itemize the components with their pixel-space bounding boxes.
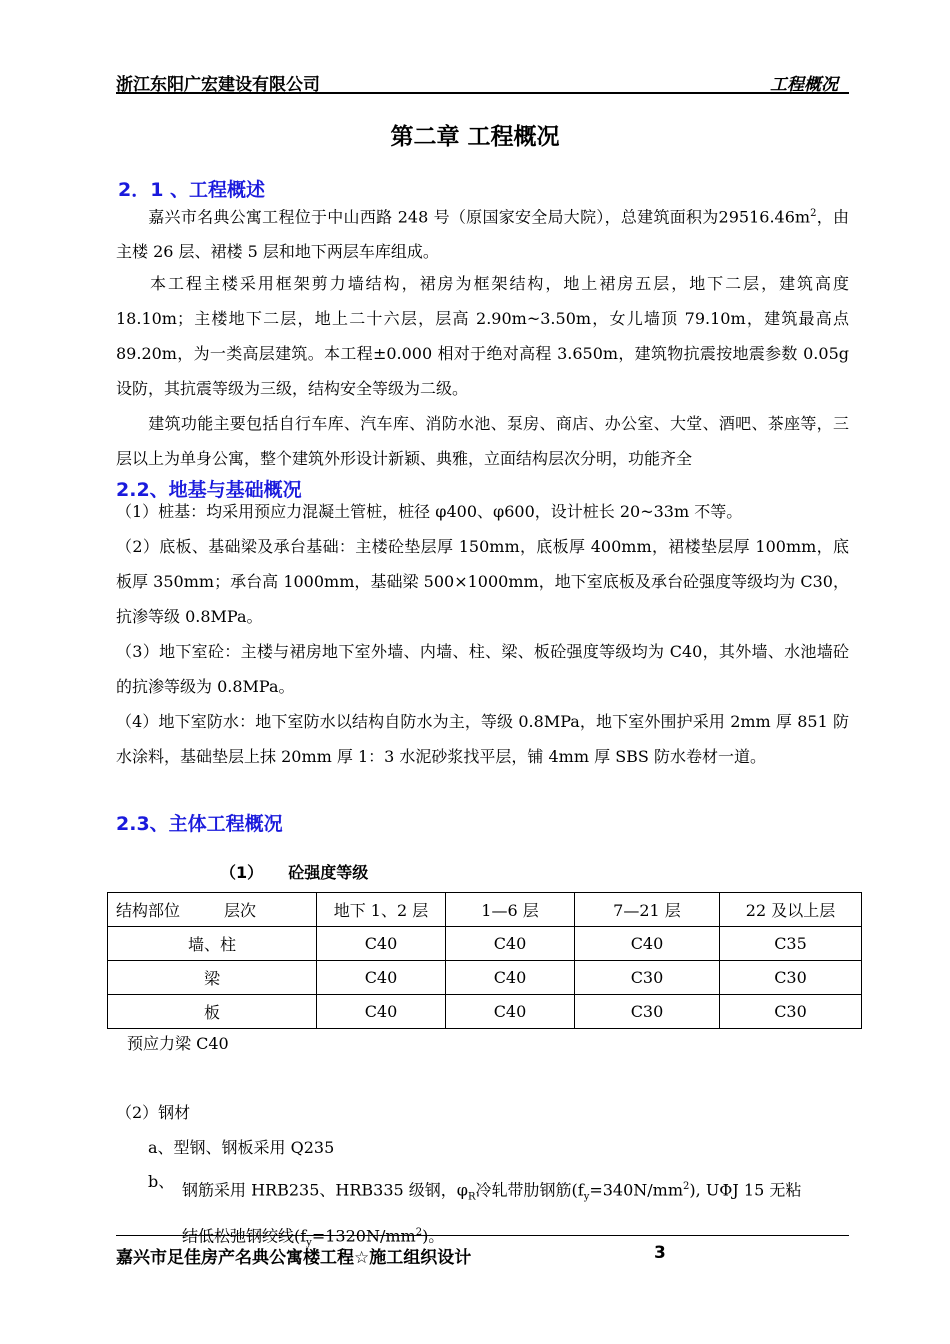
section-2-1-heading: 2．1 、工程概述 [118,179,266,201]
table-row [108,927,862,961]
foundation-item-4: （4）地下室防水：地下室防水以结构自防水为主，等级 0.8MPa，地下室外围护采用 2mm 厚 851 防水涂料，基础垫层上抹 20mm 厚 1：3 水泥砂浆找平层，铺 4mm 厚 SBS 防水卷材一道。 [116,712,849,766]
para-1-text-b: 29516.46m [718,207,811,227]
steel-subheading: （2）钢材 [116,1103,191,1122]
table-cell: C40 [317,961,446,995]
concrete-grade-subheading [220,860,368,883]
header-section: 工程概况 [770,75,838,95]
table-col-header: 地下 1、2 层 [317,893,446,927]
table-cell: C40 [446,927,575,961]
header-rule [116,92,849,94]
footer-page-number: 3 [654,1243,666,1263]
concrete-grade-title: 砼强度等级 [288,863,369,882]
steel-b-text-1: 钢筋采用 HRB235、HRB335 级钢，φ [182,1180,468,1200]
steel-b-sub-r: R [467,1191,476,1203]
table-row-label: 墙、柱 [108,927,317,961]
footer-title: 嘉兴市足佳房产名典公寓楼工程☆施工组织设计 [116,1248,472,1268]
section-2-1-para-1 [116,196,849,269]
section-2-1-para-3 [116,406,849,476]
section-2-2-heading: 2.2、地基与基础概况 [116,479,302,501]
foundation-item-1: （1）桩基：均采用预应力混凝土管桩，桩径 φ400、φ600，设计桩长 20~33m 不等。 [116,502,743,521]
section-2-3-heading: 2.3、主体工程概况 [116,813,283,835]
table-cell: C40 [446,995,575,1029]
steel-b-text-2: 冷轧带肋钢筋(f [475,1180,584,1200]
steel-b-text-7: )。 [422,1225,445,1245]
concrete-grade-number: （1） [220,863,264,882]
table-col-header: 7—21 层 [575,893,720,927]
para-3-text: 建筑功能主要包括自行车库、汽车库、消防水池、泵房、商店、办公室、大堂、酒吧、茶座等，三层以上为单身公寓，整个建筑外形设计新颖、典雅，立面结构层次分明，功能齐全 [116,414,849,468]
table-cell: C30 [575,995,720,1029]
steel-item-a: a、型钢、钢板采用 Q235 [148,1138,335,1157]
steel-item-b-prefix: b、 [148,1172,175,1191]
table-cell: C30 [720,995,862,1029]
para-1-text-a: 嘉兴市名典公寓工程位于中山西路 248 号（原国家安全局大院），总建筑面积为 [148,207,719,227]
table-row [108,995,862,1029]
steel-b-text-5: 结低松弛钢绞线(f [182,1225,307,1245]
table-row-label: 梁 [108,961,317,995]
concrete-grade-table [107,892,862,1029]
table-cell: C40 [575,927,720,961]
corner-label-part: 结构部位 [116,901,181,920]
steel-b-text-6: =1320N/mm [311,1225,416,1245]
footer-rule [116,1235,849,1236]
steel-b-text-4: ), UΦJ 15 无粘 [689,1180,802,1200]
table-row [108,961,862,995]
table-cell: C35 [720,927,862,961]
corner-label-level: 层次 [224,901,257,920]
steel-b-text-3: =340N/mm [589,1180,684,1200]
table-col-header: 1—6 层 [446,893,575,927]
table-col-header: 22 及以上层 [720,893,862,927]
table-corner-cell [108,893,317,927]
foundation-item-2: （2）底板、基础梁及承台基础：主楼砼垫层厚 150mm，底板厚 400mm，裙楼垫层厚 100mm，底板厚 350mm；承台高 1000mm，基础梁 500×1000mm，地下室底板及承台砼强度等级均为 C30，抗渗等级 0.8MPa。 [116,537,849,626]
table-header-row [108,893,862,927]
table-cell: C30 [575,961,720,995]
chapter-title: 第二章 工程概况 [390,124,560,150]
steel-b-sub-y1: y [583,1191,590,1203]
prestress-note: 预应力梁 C40 [127,1034,229,1053]
table-row-label: 板 [108,995,317,1029]
steel-b-sup-2: 2 [415,1226,423,1238]
header-company: 浙江东阳广宏建设有限公司 [116,75,320,95]
table-cell: C40 [317,927,446,961]
table-cell: C40 [317,995,446,1029]
steel-b-sub-y2: y [306,1237,312,1249]
para-1-text-c: ，由主楼 26 层、裙楼 5 层和地下两层车库组成。 [116,207,849,262]
steel-b-sup-1: 2 [683,1181,690,1192]
table-cell: C30 [720,961,862,995]
area-superscript: 2 [810,208,817,219]
section-2-1-para-2 [116,266,849,406]
table-cell: C40 [446,961,575,995]
foundation-item-3: （3）地下室砼：主楼与裙房地下室外墙、内墙、柱、梁、板砼强度等级均为 C40，其外墙、水池墙砼的抗渗等级为 0.8MPa。 [116,642,849,696]
para-2-text: 本工程主楼采用框架剪力墙结构，裙房为框架结构，地上裙房五层，地下二层，建筑高度 18.10m；主楼地下二层，地上二十六层，层高 2.90m~3.50m，女儿墙顶 79.10m，建筑最高点 89.20m，为一类高层建筑。本工程±0.000 相对于绝对高程 3.650m，建筑物抗震按地震参数 0.05g 设防，其抗震等级为三级，结构安全等级为二级。 [116,274,849,398]
